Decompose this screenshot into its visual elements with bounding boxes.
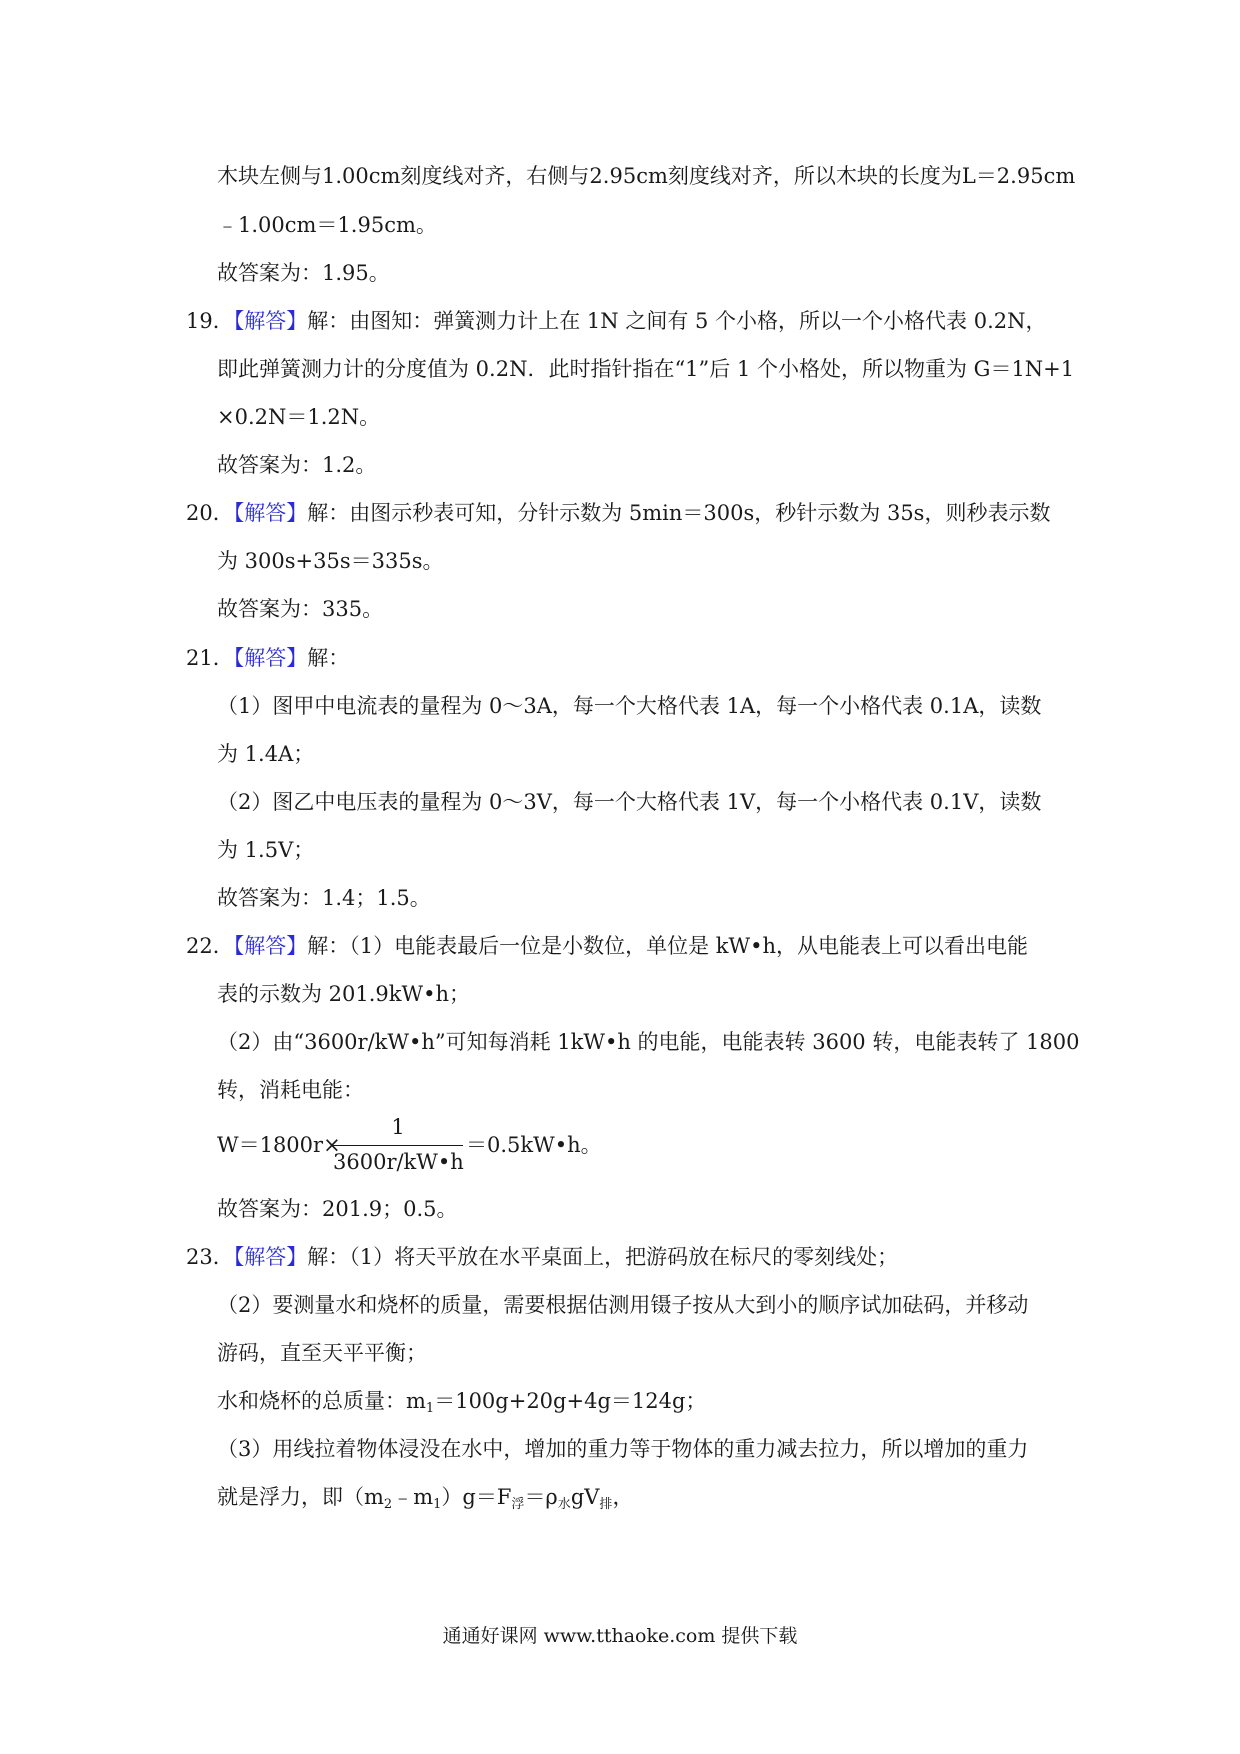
text-line: 解：（1）将天平放在水平桌面上，把游码放在标尺的零刻线处； [307, 1245, 899, 1269]
solution-tag: 【解答】 [233, 1245, 308, 1269]
text-line: 为 300s+35s＝335s。 [217, 549, 444, 573]
text-line: 解：由图示秒表可知，分针示数为 5min＝300s，秒针示数为 35s，则秒表示数 [307, 501, 1051, 525]
solution-tag: 【解答】 [233, 501, 308, 525]
text-line: ﹣1.00cm＝1.95cm。 [217, 213, 437, 237]
text-line: 转，消耗电能： [217, 1078, 364, 1102]
text-span: ＝ρ [524, 1485, 558, 1509]
question-number: 23． [186, 1245, 234, 1269]
question-19 [186, 306, 1046, 336]
answer-line: 故答案为：1.4；1.5。 [217, 886, 431, 910]
text-line: （2）由“3600r/kW•h”可知每消耗 1kW•h 的电能，电能表转 3600 转，电能表转了 1800 [217, 1030, 1080, 1054]
formula-fraction [333, 1114, 463, 1176]
text-span: ﹣m [392, 1485, 434, 1509]
text-span: 水和烧杯的总质量：m [217, 1389, 426, 1413]
text-span: ， [612, 1485, 634, 1509]
subscript: 浮 [511, 1497, 525, 1512]
subscript: 水 [557, 1497, 571, 1512]
text-line: 即此弹簧测力计的分度值为 0.2N．此时指针指在“1”后 1 个小格处，所以物重为 G＝1N+1 [217, 357, 1075, 381]
subscript: 1 [433, 1497, 442, 1512]
answer-line: 故答案为：1.2。 [217, 453, 377, 477]
answer-line: 故答案为：1.95。 [217, 261, 390, 285]
question-number: 19． [186, 309, 234, 333]
question-number: 22． [186, 934, 234, 958]
answer-line: 故答案为：335。 [217, 597, 384, 621]
text-line: ×0.2N＝1.2N。 [217, 405, 381, 429]
formula-suffix: ＝0.5kW•h。 [466, 1133, 602, 1157]
text-line: 解：（1）电能表最后一位是小数位，单位是 kW•h，从电能表上可以看出电能 [307, 934, 1028, 958]
text-line: （2）图乙中电压表的量程为 0～3V，每一个大格代表 1V，每一个小格代表 0.1V，读数 [217, 790, 1042, 814]
solution-tag: 【解答】 [233, 934, 308, 958]
text-span: gV [570, 1485, 600, 1509]
fraction-bar [333, 1145, 463, 1146]
fraction-numerator: 1 [391, 1115, 405, 1139]
text-line: （2）要测量水和烧杯的质量，需要根据估测用镊子按从大到小的顺序试加砝码，并移动 [217, 1293, 1029, 1317]
question-23 [186, 1242, 898, 1272]
fraction-denominator: 3600r/kW•h [333, 1150, 464, 1174]
subscript: 排 [599, 1497, 613, 1512]
text-line: 解：由图知：弹簧测力计上在 1N 之间有 5 个小格，所以一个小格代表 0.2N， [307, 309, 1047, 333]
subscript: 2 [383, 1497, 393, 1512]
question-number: 20． [186, 501, 234, 525]
text-span: ）g＝F [441, 1485, 512, 1509]
text-line: （3）用线拉着物体浸没在水中，增加的重力等于物体的重力减去拉力，所以增加的重力 [217, 1437, 1029, 1461]
solution-tag: 【解答】 [233, 309, 308, 333]
question-number: 21． [186, 646, 234, 670]
text-line: 为 1.5V； [217, 838, 315, 862]
text-line: 木块左侧与1.00cm刻度线对齐，右侧与2.95cm刻度线对齐，所以木块的长度为L＝2.95cm [217, 164, 1076, 188]
text-span: 就是浮力，即（m [217, 1485, 384, 1509]
question-22 [186, 931, 1028, 961]
text-line: （1）图甲中电流表的量程为 0～3A，每一个大格代表 1A，每一个小格代表 0.1A，读数 [217, 694, 1042, 718]
text-line: 为 1.4A； [217, 742, 315, 766]
page-footer: 通通好课网 www.tthaoke.com 提供下载 [442, 1625, 798, 1647]
formula-prefix: W＝1800r× [217, 1133, 341, 1157]
question-20 [186, 498, 1050, 528]
text-line [217, 1386, 706, 1416]
answer-line: 故答案为：201.9；0.5。 [217, 1197, 458, 1221]
text-line [217, 1482, 633, 1512]
question-21 [186, 643, 349, 673]
subscript: 1 [425, 1401, 435, 1416]
text-line: 游码，直至天平平衡； [217, 1341, 427, 1365]
solution-tag: 【解答】 [233, 646, 308, 670]
text-span: ＝100g+20g+4g＝124g； [434, 1389, 707, 1413]
text-line: 解： [307, 646, 350, 670]
text-line: 表的示数为 201.9kW•h； [217, 982, 471, 1006]
